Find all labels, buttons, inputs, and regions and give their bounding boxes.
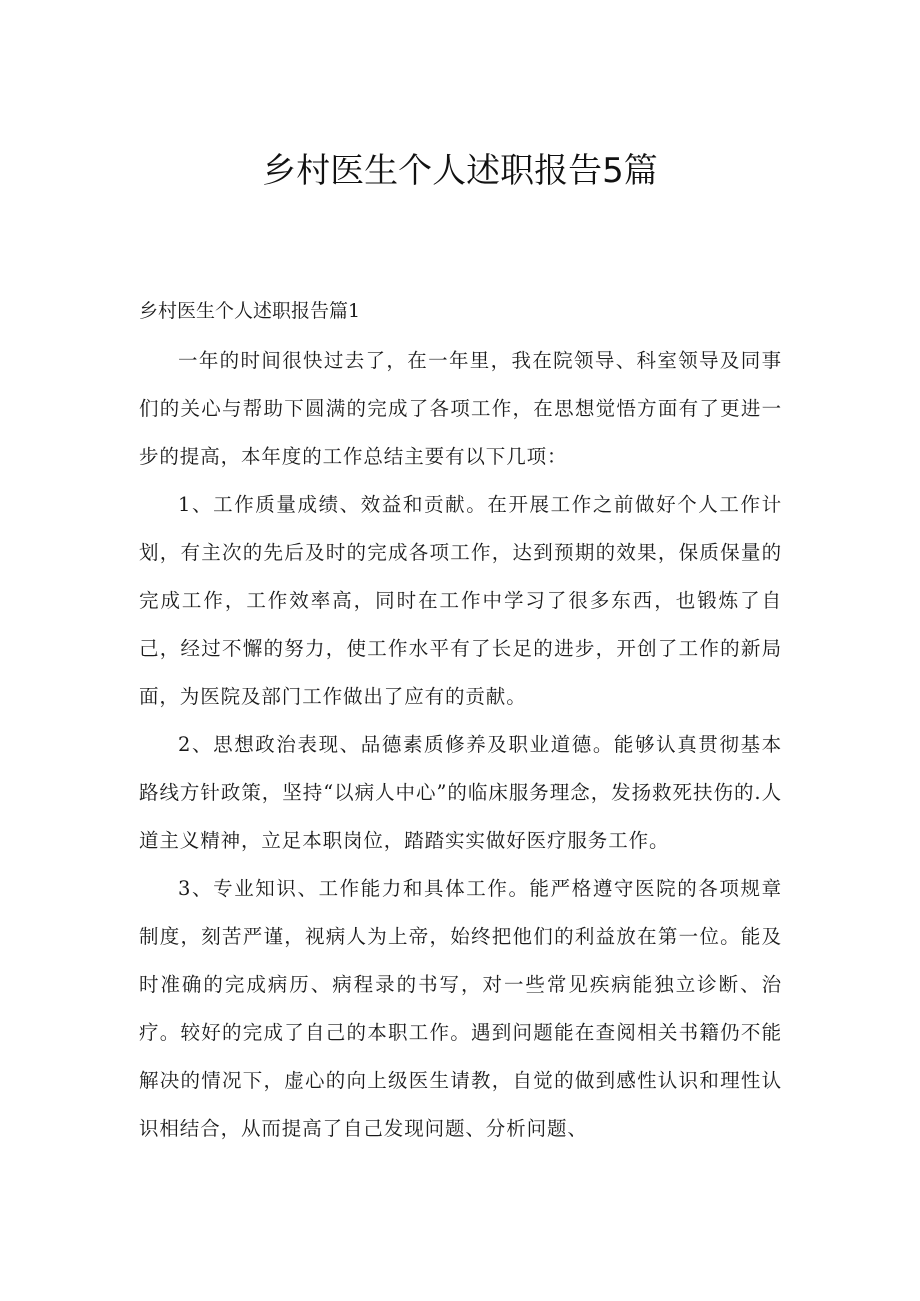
paragraph-item-2: 2、思想政治表现、品德素质修养及职业道德。能够认真贯彻基本路线方针政策，坚持“以病人中心”的临床服务理念，发扬救死扶伤的.人道主义精神，立足本职岗位，踏踏实实做好医疗服务工作。 (139, 733, 782, 852)
section-heading: 乡村医生个人述职报告篇1 (139, 300, 361, 322)
document-body (139, 337, 782, 1153)
paragraph-item-1: 1、工作质量成绩、效益和贡献。在开展工作之前做好个人工作计划，有主次的先后及时的完成各项工作，达到预期的效果，保质保量的完成工作，工作效率高，同时在工作中学习了很多东西，也锻炼了自己，经过不懈的努力，使工作水平有了长足的进步，开创了工作的新局面，为医院及部门工作做出了应有的贡献。 (139, 493, 782, 708)
paragraph-item-3: 3、专业知识、工作能力和具体工作。能严格遵守医院的各项规章制度，刻苦严谨，视病人为上帝，始终把他们的利益放在第一位。能及时准确的完成病历、病程录的书写，对一些常见疾病能独立诊断、治疗。较好的完成了自己的本职工作。遇到问题能在查阅相关书籍仍不能解决的情况下，虚心的向上级医生请教，自觉的做到感性认识和理性认识相结合，从而提高了自己发现问题、分析问题、 (139, 877, 782, 1140)
paragraph-intro: 一年的时间很快过去了，在一年里，我在院领导、科室领导及同事们的关心与帮助下圆满的完成了各项工作，在思想觉悟方面有了更进一步的提高，本年度的工作总结主要有以下几项： (139, 349, 782, 468)
document-title: 乡村医生个人述职报告5篇 (262, 151, 658, 191)
